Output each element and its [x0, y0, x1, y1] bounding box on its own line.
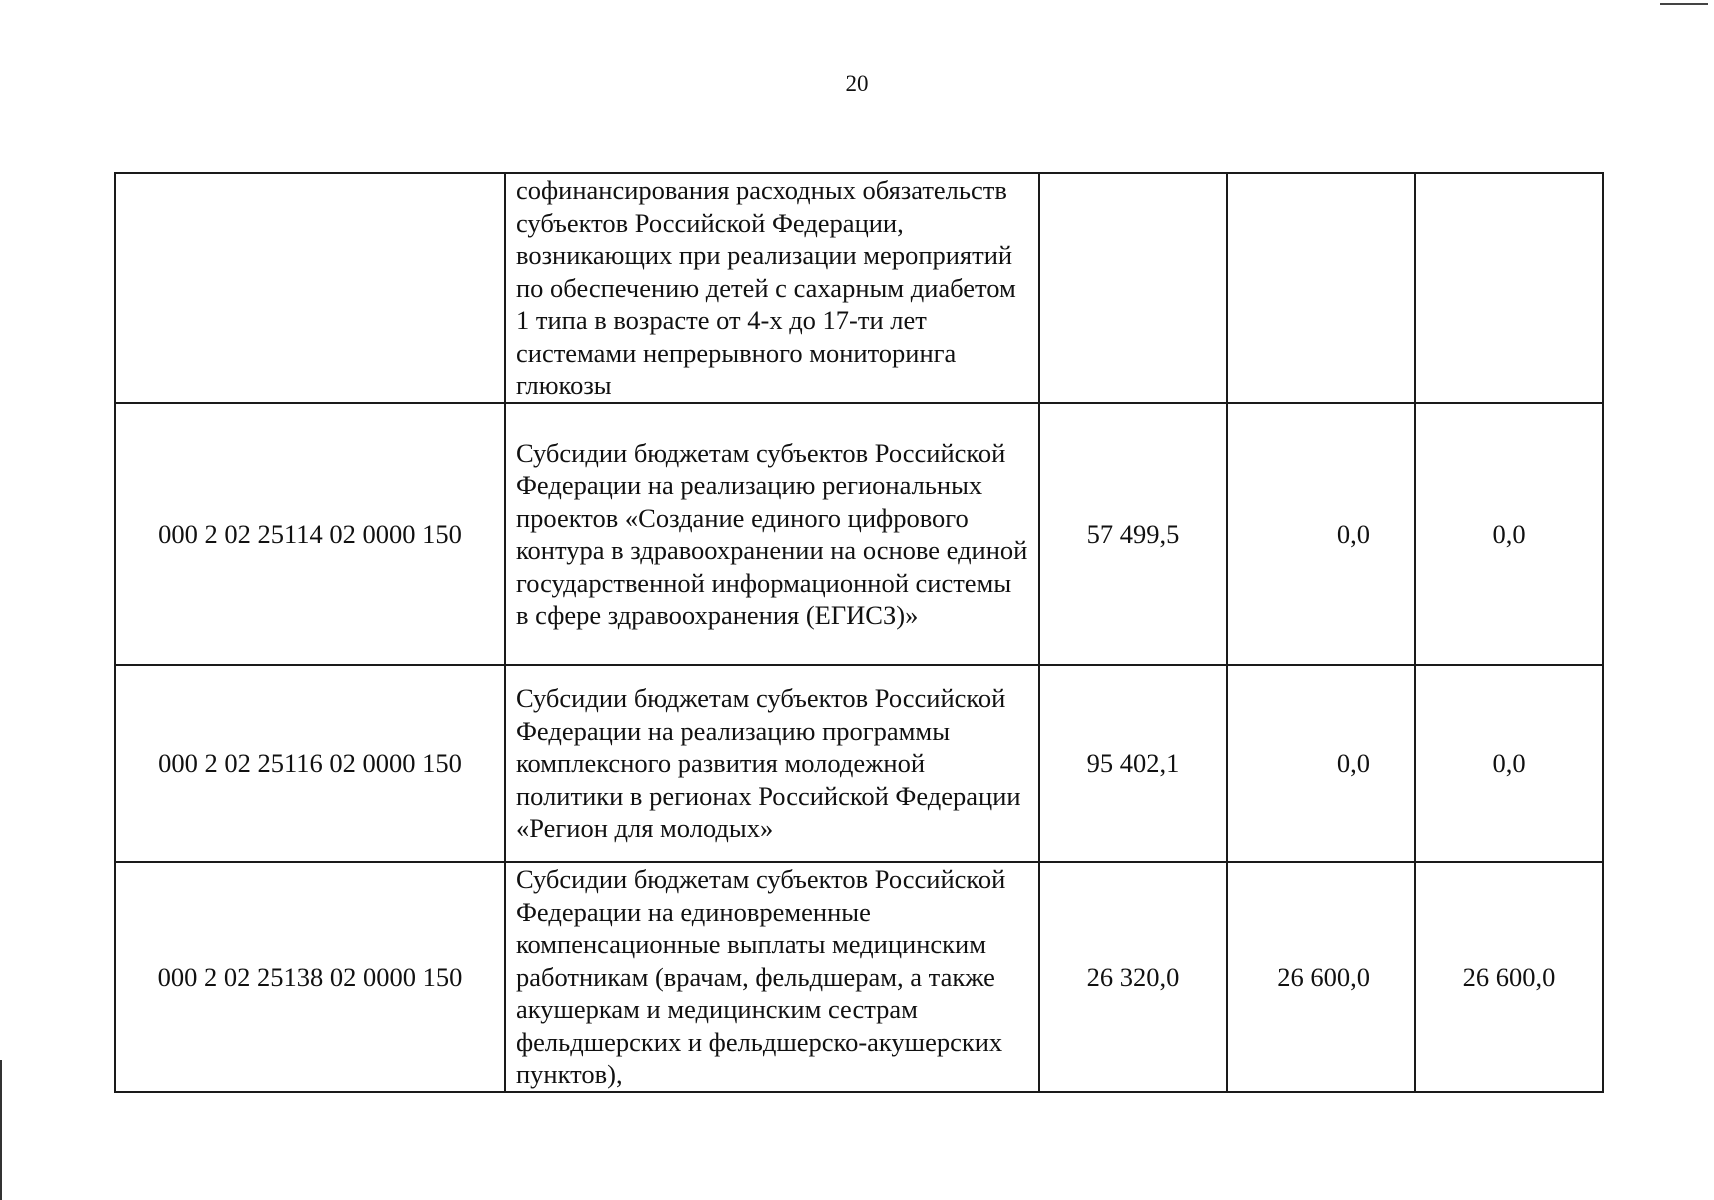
- description-cell: Субсидии бюджетам субъектов Российской Федерации на реализацию программы комплексного развития молодежной политики в регионах Российской Федерации «Регион для молодых»: [505, 665, 1039, 862]
- table-row: [115, 665, 1603, 862]
- budget-code-cell: 000 2 02 25138 02 0000 150: [115, 862, 505, 1092]
- budget-code-cell: 000 2 02 25114 02 0000 150: [115, 403, 505, 665]
- value-2-cell: 0,0: [1227, 665, 1415, 862]
- value-2-cell: 26 600,0: [1227, 862, 1415, 1092]
- budget-code-cell: 000 2 02 25116 02 0000 150: [115, 665, 505, 862]
- table-row: [115, 403, 1603, 665]
- table-row: [115, 862, 1603, 1092]
- value-2-cell: 0,0: [1227, 403, 1415, 665]
- value-2-cell: [1227, 173, 1415, 403]
- value-1-cell: 95 402,1: [1039, 665, 1227, 862]
- value-3-cell: [1415, 173, 1603, 403]
- value-3-cell: 0,0: [1415, 403, 1603, 665]
- table-row: [115, 173, 1603, 403]
- value-3-cell: 26 600,0: [1415, 862, 1603, 1092]
- value-3-cell: 0,0: [1415, 665, 1603, 862]
- value-1-cell: 57 499,5: [1039, 403, 1227, 665]
- value-1-cell: 26 320,0: [1039, 862, 1227, 1092]
- description-cell: Субсидии бюджетам субъектов Российской Федерации на единовременные компенсационные выплаты медицинским работникам (врачам, фельдшерам, а также акушеркам и медицинским сестрам фельдшерских и фельдшерско-акушерских пунктов),: [505, 862, 1039, 1092]
- description-cell: софинансирования расходных обязательств субъектов Российской Федерации, возникающих при реализации мероприятий по обеспечению детей с сахарным диабетом 1 типа в возрасте от 4-х до 17-ти лет системами непрерывного мониторинга глюкозы: [505, 173, 1039, 403]
- scan-mark-top: [1660, 3, 1708, 5]
- budget-table: [114, 172, 1604, 1093]
- page-number: 20: [845, 71, 869, 96]
- description-cell: Субсидии бюджетам субъектов Российской Федерации на реализацию региональных проектов «Создание единого цифрового контура в здравоохранении на основе единой государственной информационной системы в сфере здравоохранения (ЕГИСЗ)»: [505, 403, 1039, 665]
- value-1-cell: [1039, 173, 1227, 403]
- budget-code-cell: [115, 173, 505, 403]
- scan-mark-left: [0, 1060, 2, 1200]
